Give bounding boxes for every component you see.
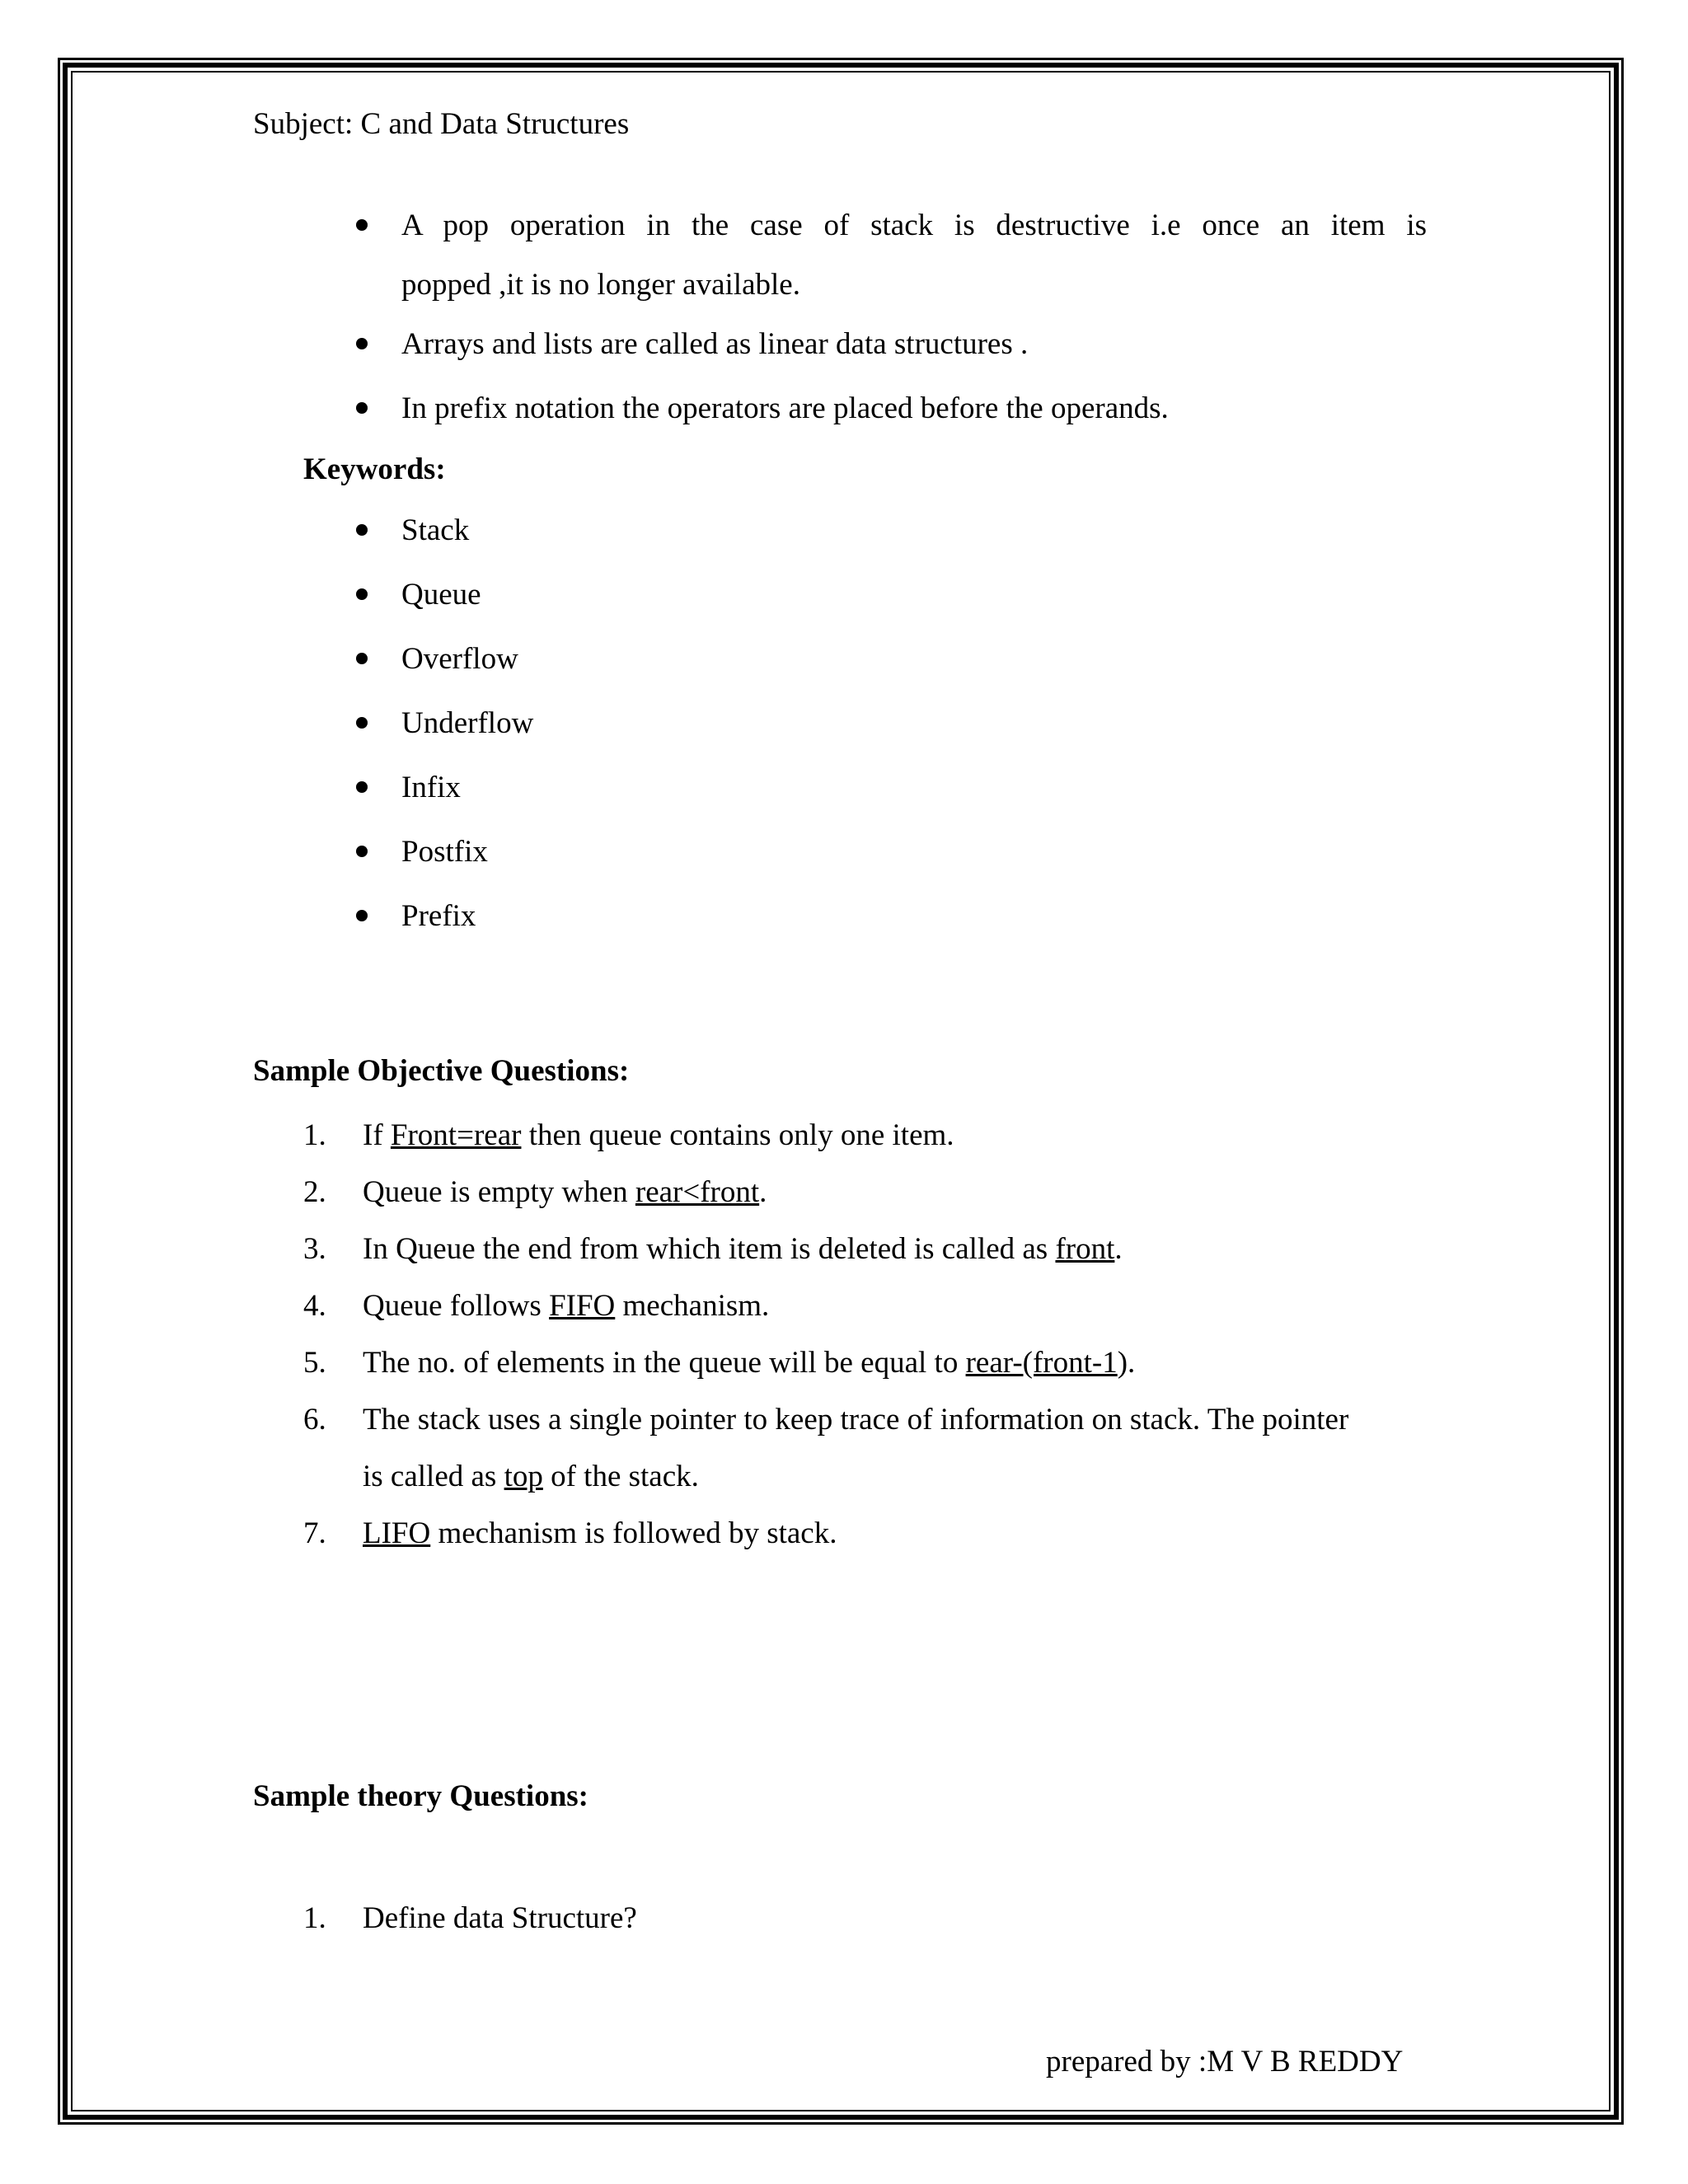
bullet-icon <box>356 846 368 857</box>
objective-question-2 <box>363 1174 767 1211</box>
theory-question-1: Define data Structure? <box>363 1901 637 1935</box>
objective-heading: Sample Objective Questions: <box>253 1054 630 1088</box>
keyword-item: Prefix <box>401 899 476 933</box>
question-answer: LIFO <box>363 1516 431 1550</box>
objective-question-1 <box>363 1118 954 1154</box>
bullet-icon <box>356 338 368 349</box>
question-text: . <box>759 1175 767 1209</box>
objective-question-3 <box>363 1231 1123 1268</box>
intro-bullet-1-line-2: popped ,it is no longer available. <box>401 268 800 302</box>
keyword-item: Overflow <box>401 642 518 676</box>
question-text: ). <box>1117 1346 1136 1380</box>
question-answer: Front=rear <box>390 1118 522 1152</box>
bullet-icon <box>356 910 368 921</box>
question-answer: front <box>1055 1232 1115 1266</box>
question-number: 4. <box>303 1289 326 1323</box>
question-number: 1. <box>303 1118 326 1152</box>
bullet-icon <box>356 524 368 536</box>
intro-bullet-3: In prefix notation the operators are placed before the operands. <box>401 391 1169 425</box>
bullet-icon <box>356 588 368 600</box>
question-number: 5. <box>303 1346 326 1380</box>
keyword-item: Queue <box>401 578 481 612</box>
objective-question-7 <box>363 1516 837 1552</box>
prepared-by-footer: prepared by :M V B REDDY <box>1046 2045 1404 2079</box>
question-answer: top <box>504 1460 543 1493</box>
theory-heading: Sample theory Questions: <box>253 1779 588 1813</box>
question-text: Queue follows <box>363 1289 550 1323</box>
bullet-icon <box>356 402 368 414</box>
question-number: 6. <box>303 1403 326 1436</box>
objective-question-6-line-2 <box>363 1459 699 1495</box>
question-number: 3. <box>303 1232 326 1266</box>
intro-bullet-1-line-1: A pop operation in the case of stack is destructive i.e once an item is <box>401 209 1427 242</box>
intro-bullet-2: Arrays and lists are called as linear data structures . <box>401 327 1029 361</box>
question-text: is called as <box>363 1460 504 1493</box>
bullet-icon <box>356 781 368 793</box>
question-text: mechanism. <box>615 1289 770 1323</box>
subject-header: Subject: C and Data Structures <box>253 107 630 141</box>
question-text: If <box>363 1118 391 1152</box>
keyword-item: Infix <box>401 771 461 804</box>
keyword-item: Postfix <box>401 835 488 869</box>
question-number: 7. <box>303 1516 326 1550</box>
question-text: then queue contains only one item. <box>521 1118 954 1152</box>
objective-question-6-line-1: The stack uses a single pointer to keep trace of information on stack. The pointer <box>363 1403 1349 1436</box>
question-text: In Queue the end from which item is deleted is called as <box>363 1232 1056 1266</box>
question-number: 1. <box>303 1901 326 1935</box>
keyword-item: Stack <box>401 513 470 547</box>
bullet-icon <box>356 717 368 729</box>
objective-question-5 <box>363 1345 1135 1381</box>
keywords-heading: Keywords: <box>303 452 446 486</box>
question-text: of the stack. <box>542 1460 699 1493</box>
bullet-icon <box>356 219 368 231</box>
objective-question-4 <box>363 1288 769 1324</box>
question-answer: rear-(front-1 <box>965 1346 1118 1380</box>
question-number: 2. <box>303 1175 326 1209</box>
question-answer: FIFO <box>549 1289 616 1323</box>
question-text: mechanism is followed by stack. <box>430 1516 837 1550</box>
question-text: Queue is empty when <box>363 1175 635 1209</box>
keyword-item: Underflow <box>401 706 534 740</box>
question-text: The no. of elements in the queue will be equal to <box>363 1346 966 1380</box>
question-answer: rear<front <box>635 1175 760 1209</box>
bullet-icon <box>356 653 368 664</box>
question-text: . <box>1114 1232 1123 1266</box>
